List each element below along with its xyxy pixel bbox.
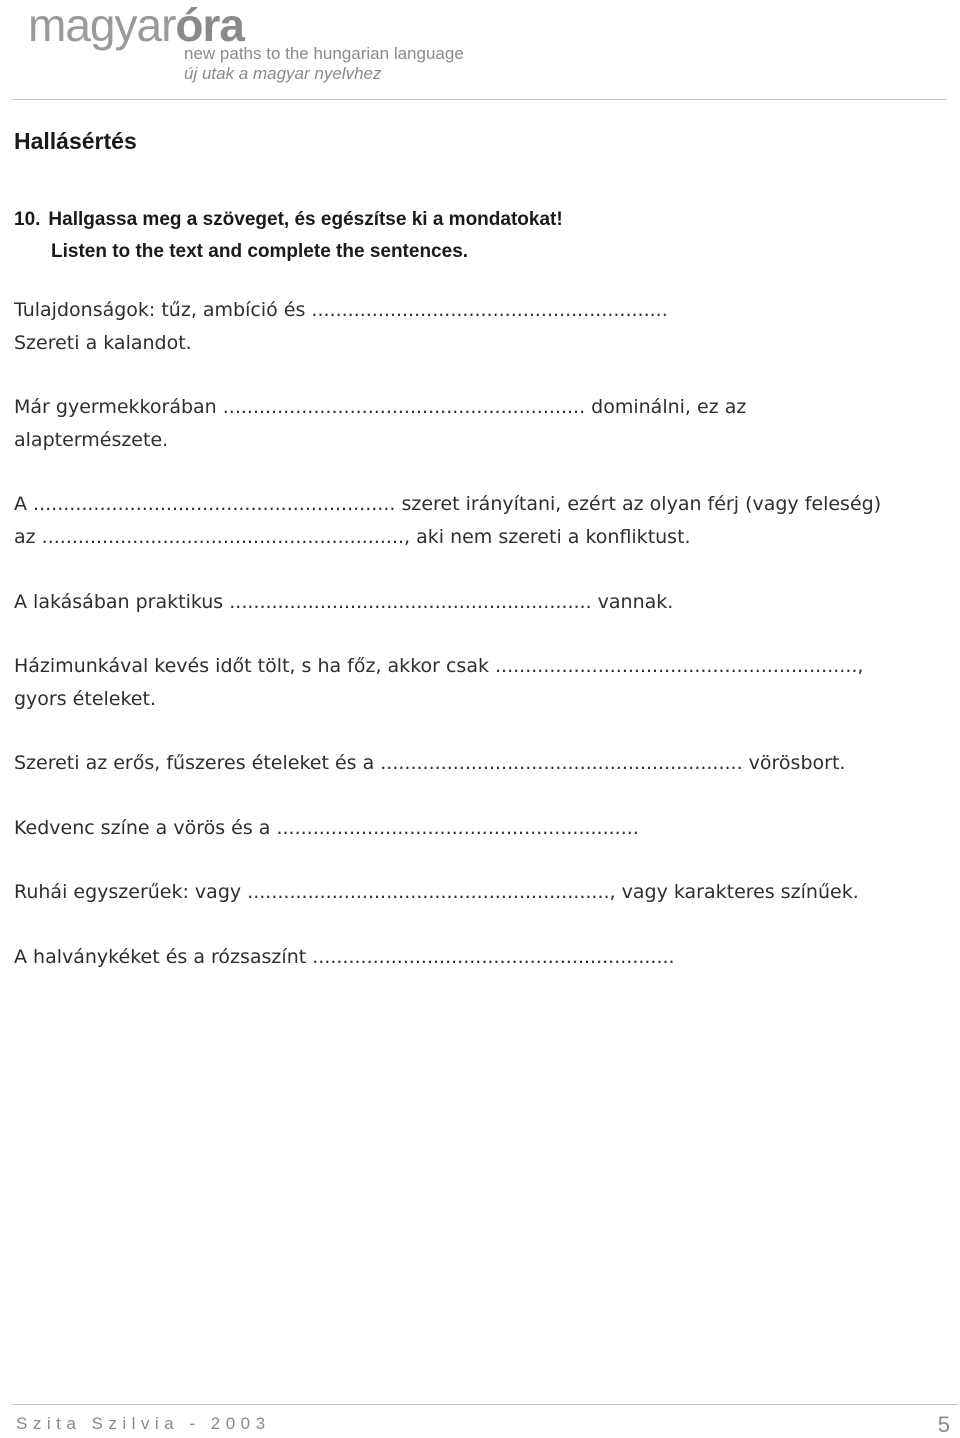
exercise-number: 10. [14,209,41,230]
sentence-line: A lakásában praktikus ............................................................ vannak. [14,591,674,613]
logo-tagline-hu: új utak a magyar nyelvhez [184,64,382,83]
sentence-line: Kedvenc színe a vörös és a ............................................................ [14,817,639,839]
instruction-en: Listen to the text and complete the sentences. [51,241,469,262]
magyarora-logo [28,0,464,83]
sentence-line: az ............................................................, aki nem szereti a konfliktust. [14,526,691,548]
logo-wordmark [28,0,244,51]
page-title: Hallásértés [14,128,137,154]
sentence-line: Tulajdonságok: tűz, ambíció és ........................................................... [14,299,668,321]
page-number: 5 [937,1412,950,1437]
sentence-line: gyors ételeket. [14,688,156,710]
sentence-line: A ............................................................ szeret irányítani, ezért az olyan férj (vagy feleség) [14,493,882,515]
logo-text-light: magyar [28,0,176,51]
sentence-line: alaptermészete. [14,429,169,451]
sentence-line: Házimunkával kevés időt tölt, s ha főz, akkor csak ............................................................, [14,655,864,677]
sentence-line: A halványkéket és a rózsaszínt ............................................................ [14,946,675,968]
sentence-line: Szereti az erős, fűszeres ételeket és a ............................................................ vörösbort. [14,752,846,774]
footer-divider [12,1404,958,1405]
sentence-line: Szereti a kalandot. [14,332,192,354]
sentence-line: Már gyermekkorában ............................................................ dominálni, ez az [14,396,747,418]
instruction-hu: Hallgassa meg a szöveget, és egészítse ki a mondatokat! [48,209,563,230]
logo-tagline-en: new paths to the hungarian language [184,44,464,63]
sentence-line: Ruhái egyszerűek: vagy ............................................................, vagy karakteres színűek. [14,881,859,903]
logo-text-bold: óra [175,0,244,51]
footer-author: Szita Szilvia - 2003 [16,1414,271,1433]
header-divider [12,99,946,100]
exercise-instructions [14,204,563,268]
